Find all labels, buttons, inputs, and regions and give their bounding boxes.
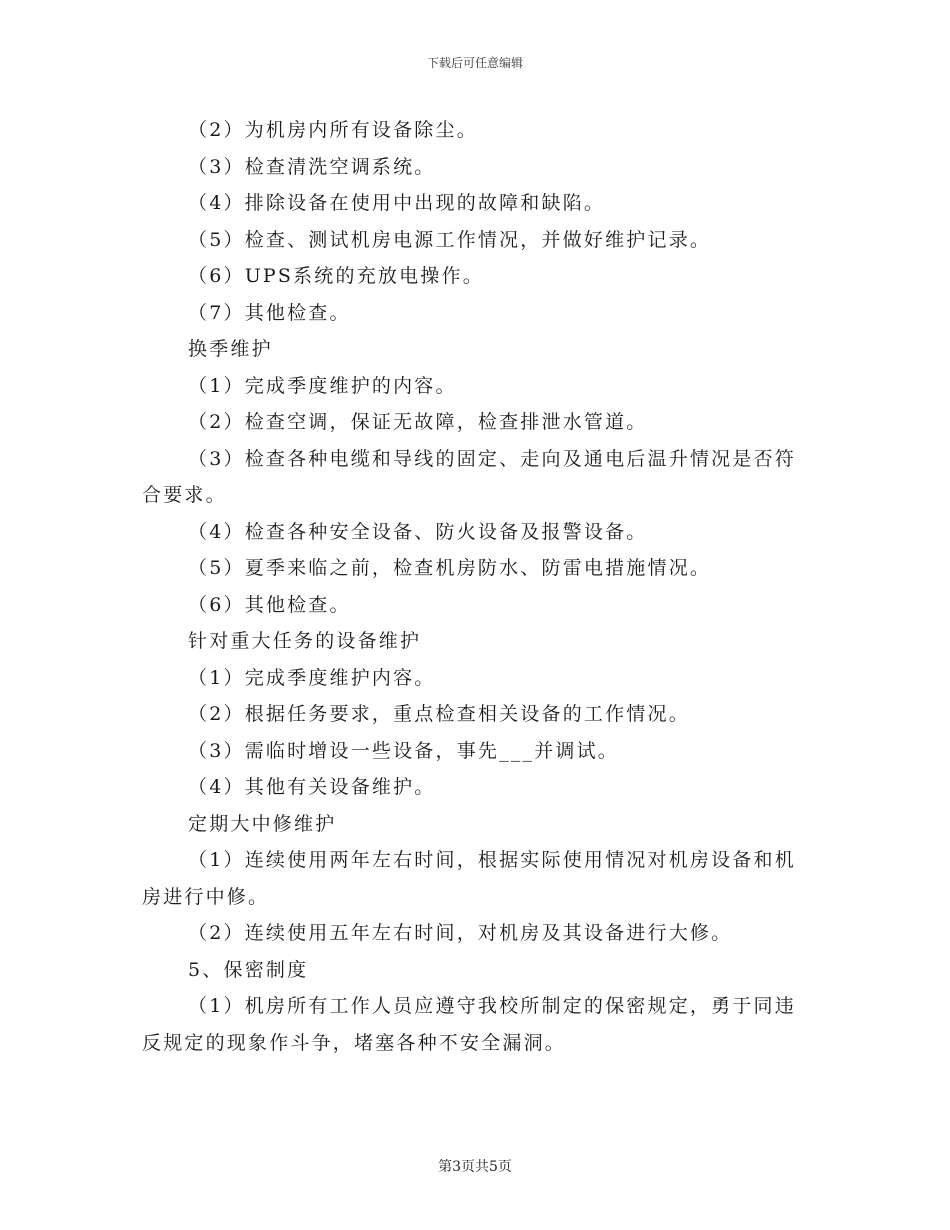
list-item: （6）UPS系统的充放电操作。 xyxy=(188,265,484,287)
list-item: （3）检查各种电缆和导线的固定、走向及通电后温升情况是否符 xyxy=(188,447,796,470)
list-item: （3）检查清洗空调系统。 xyxy=(188,155,436,178)
section-heading: 定期大中修维护 xyxy=(188,812,337,835)
list-item: （3）需临时增设一些设备，事先___并调试。 xyxy=(188,739,619,762)
list-item: （2）连续使用五年左右时间，对机房及其设备进行大修。 xyxy=(188,922,733,944)
list-item: （4）排除设备在使用中出现的故障和缺陷。 xyxy=(188,192,606,214)
list-item-continuation: 反规定的现象作斗争，堵塞各种不安全漏洞。 xyxy=(142,1031,567,1054)
section-heading: 针对重大任务的设备维护 xyxy=(188,630,422,652)
list-item: （4）检查各种安全设备、防火设备及报警设备。 xyxy=(188,520,648,543)
page-header: 下载后可任意编辑 xyxy=(426,56,523,70)
section-heading: 换季维护 xyxy=(188,338,273,360)
list-item: （5）夏季来临之前，检查机房防水、防雷电措施情况。 xyxy=(188,557,712,579)
list-item: （1）机房所有工作人员应遵守我校所制定的保密规定，勇于同违 xyxy=(188,995,796,1017)
list-item: （2）根据任务要求，重点检查相关设备的工作情况。 xyxy=(188,703,690,725)
section-heading: 5、保密制度 xyxy=(188,958,309,981)
page-footer: 第3页共5页 xyxy=(438,1159,512,1175)
list-item: （6）其他检查。 xyxy=(188,593,351,616)
list-item-continuation: 合要求。 xyxy=(142,484,227,506)
list-item: （5）检查、测试机房电源工作情况，并做好维护记录。 xyxy=(188,228,712,251)
list-item: （1）完成季度维护内容。 xyxy=(188,666,436,689)
list-item: （7）其他检查。 xyxy=(188,301,351,324)
list-item: （4）其他有关设备维护。 xyxy=(188,776,436,798)
document-body xyxy=(142,112,812,1061)
list-item: （2）检查空调，保证无故障，检查排泄水管道。 xyxy=(188,411,648,433)
list-item-continuation: 房进行中修。 xyxy=(142,885,270,908)
list-item: （1）完成季度维护的内容。 xyxy=(188,374,457,397)
list-item: （2）为机房内所有设备除尘。 xyxy=(188,119,478,141)
list-item: （1）连续使用两年左右时间，根据实际使用情况对机房设备和机 xyxy=(188,849,796,871)
